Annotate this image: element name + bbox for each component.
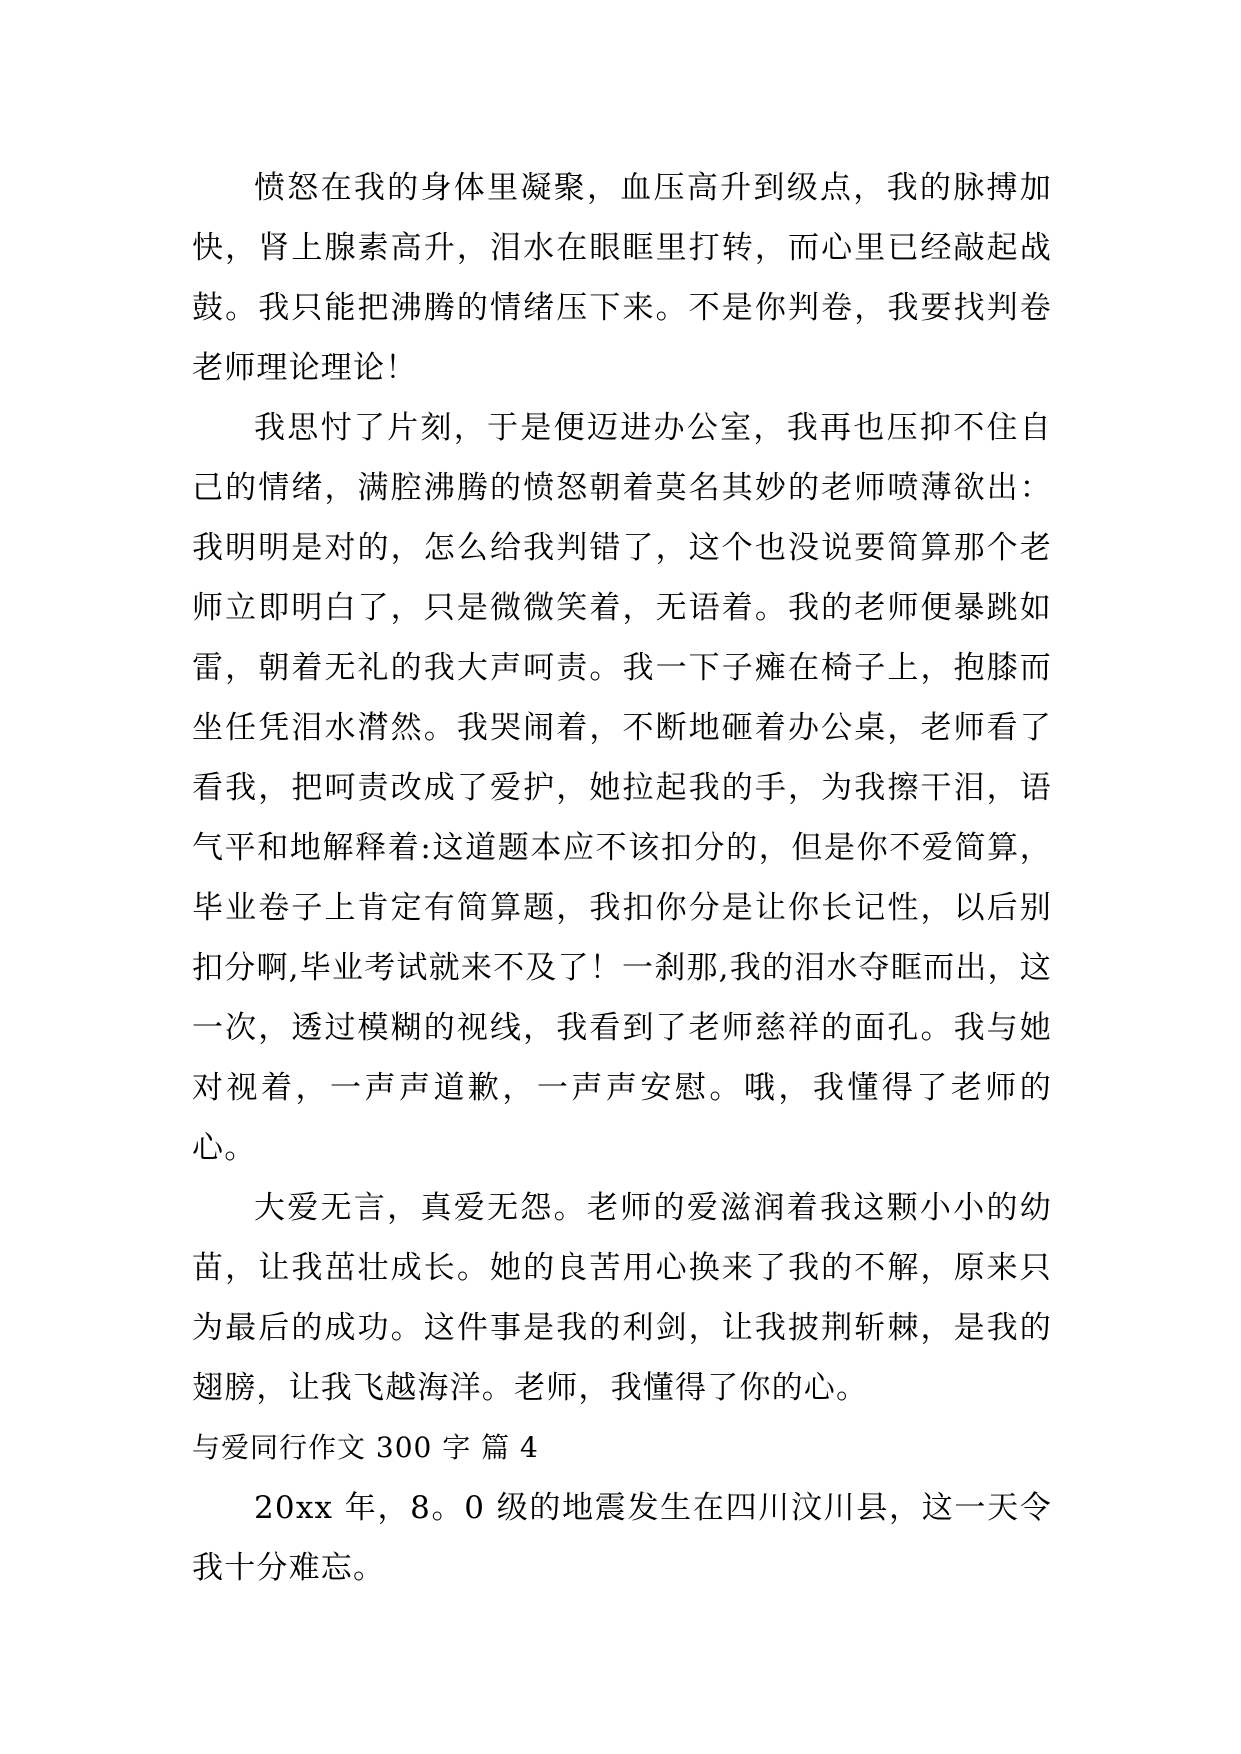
paragraph-1: 愤怒在我的身体里凝聚，血压高升到级点，我的脉搏加快，肾上腺素高升，泪水在眼眶里打转，而心里已经敲起战鼓。我只能把沸腾的情绪压下来。不是你判卷，我要找判卷老师理论理论！	[192, 170, 1052, 386]
section-heading: 与爱同行作文 300 字 篇 4	[192, 1431, 539, 1464]
paragraph-2: 我思忖了片刻，于是便迈进办公室，我再也压抑不住自己的情绪，满腔沸腾的愤怒朝着莫名其妙的老师喷薄欲出：我明明是对的，怎么给我判错了，这个也没说要简算那个老师立即明白了，只是微微笑着，无语着。我的老师便暴跳如雷，朝着无礼的我大声呵责。我一下子瘫在椅子上，抱膝而坐任凭泪水潸然。我哭闹着，不断地砸着办公桌，老师看了看我，把呵责改成了爱护，她拉起我的手，为我擦干泪，语气平和地解释着:这道题本应不该扣分的，但是你不爱简算，毕业卷子上肯定有简算题，我扣你分是让你长记性，以后别扣分啊,毕业考试就来不及了！一刹那,我的泪水夺眶而出，这一次，透过模糊的视线，我看到了老师慈祥的面孔。我与她对视着，一声声道歉，一声声安慰。哦，我懂得了老师的心。	[192, 410, 1052, 1166]
section-paragraph-1: 20xx 年，8。0 级的地震发生在四川汶川县，这一天令我十分难忘。	[192, 1490, 1052, 1586]
document-body	[192, 158, 1052, 1598]
paragraph-3: 大爱无言，真爱无怨。老师的爱滋润着我这颗小小的幼苗，让我茁壮成长。她的良苦用心换来了我的不解，原来只为最后的成功。这件事是我的利剑，让我披荆斩棘，是我的翅膀，让我飞越海洋。老师，我懂得了你的心。	[192, 1190, 1052, 1406]
